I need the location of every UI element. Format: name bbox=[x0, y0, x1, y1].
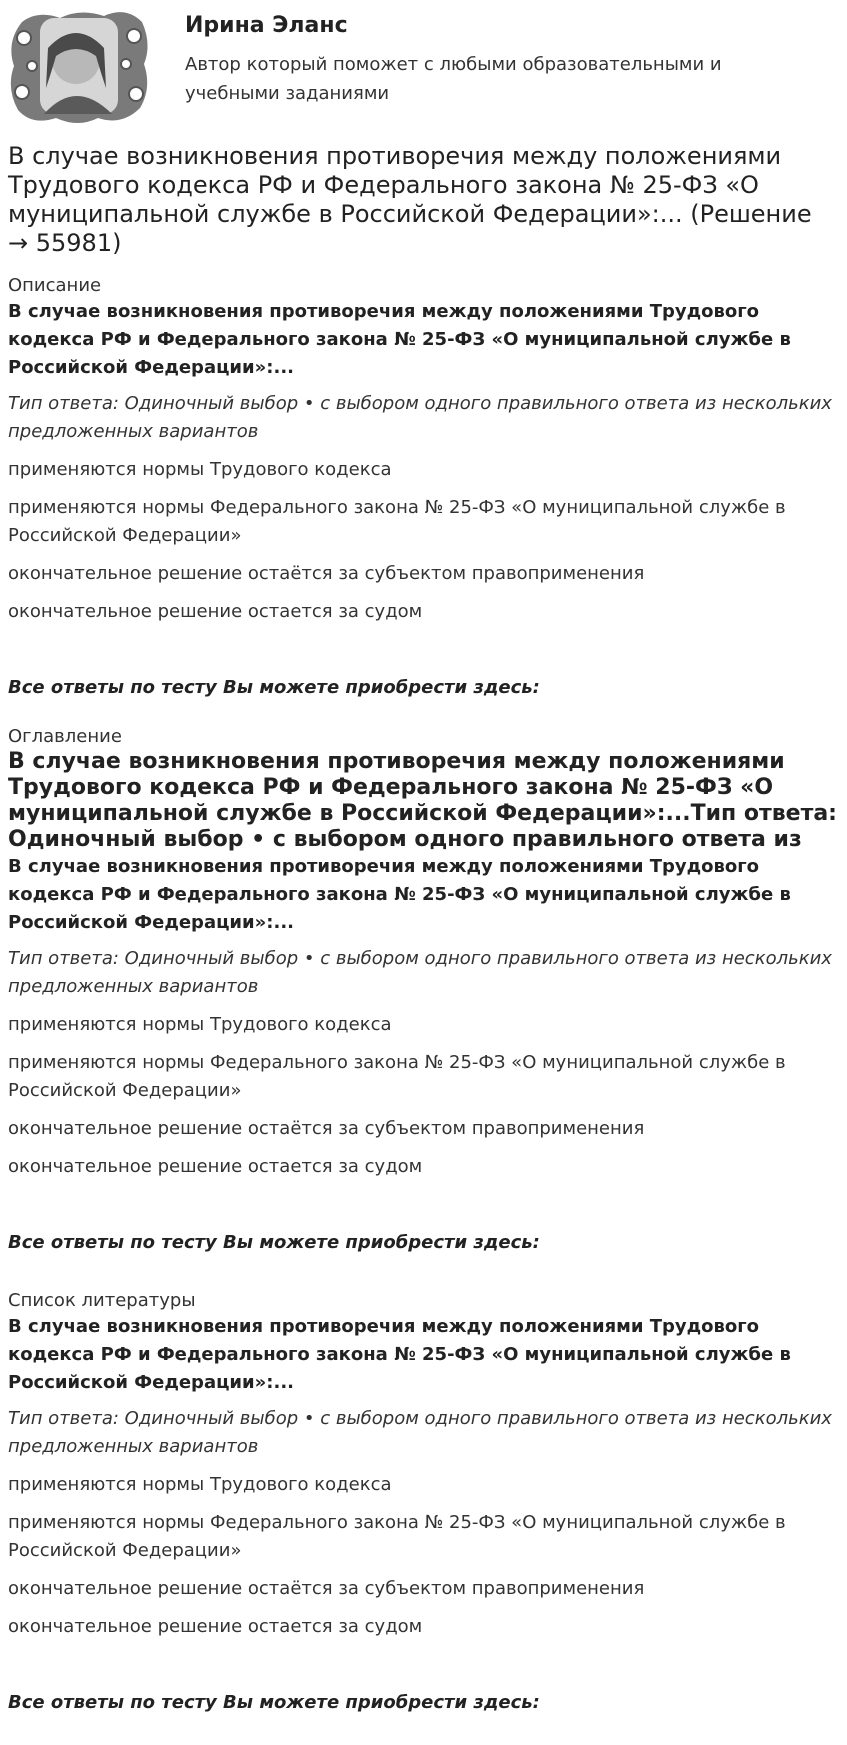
buy-answers-link[interactable]: Все ответы по тесту Вы можете приобрести здесь: bbox=[8, 1692, 540, 1713]
answer-option: применяются нормы Трудового кодекса bbox=[8, 1014, 392, 1035]
question-text: В случае возникновения противоречия между положениями Трудового кодекса РФ и Федерального закона № 25-ФЗ «О муниципальной службе в Российской Федерации»:... bbox=[8, 301, 791, 378]
section-label: Оглавление bbox=[8, 726, 122, 747]
answer-option: применяются нормы Трудового кодекса bbox=[8, 1474, 392, 1495]
author-description: Автор который поможет с любыми образовательными и учебными заданиями bbox=[185, 54, 722, 104]
answer-option: применяются нормы Федерального закона № 25-ФЗ «О муниципальной службе в Российской Федерации» bbox=[8, 1512, 786, 1561]
answer-option: окончательное решение остаётся за субъектом правоприменения bbox=[8, 563, 645, 584]
answer-type: Тип ответа: Одиночный выбор • с выбором одного правильного ответа из нескольких предложенных вариантов bbox=[8, 393, 832, 442]
answer-option: окончательное решение остается за судом bbox=[8, 601, 423, 622]
answer-type: Тип ответа: Одиночный выбор • с выбором одного правильного ответа из нескольких предложенных вариантов bbox=[8, 948, 832, 997]
answer-option: применяются нормы Федерального закона № 25-ФЗ «О муниципальной службе в Российской Федерации» bbox=[8, 1052, 786, 1101]
answer-option: окончательное решение остается за судом bbox=[8, 1616, 423, 1637]
author-card bbox=[8, 8, 838, 128]
answer-option: окончательное решение остаётся за субъектом правоприменения bbox=[8, 1578, 645, 1599]
question-text: В случае возникновения противоречия между положениями Трудового кодекса РФ и Федерального закона № 25-ФЗ «О муниципальной службе в Российской Федерации»:... bbox=[8, 1316, 791, 1393]
answer-option: применяются нормы Федерального закона № 25-ФЗ «О муниципальной службе в Российской Федерации» bbox=[8, 497, 786, 546]
literature-section bbox=[8, 1289, 838, 1715]
answer-option: окончательное решение остается за судом bbox=[8, 1156, 423, 1177]
buy-answers-link[interactable]: Все ответы по тесту Вы можете приобрести здесь: bbox=[8, 677, 540, 698]
author-avatar[interactable] bbox=[8, 8, 150, 126]
answer-option: окончательное решение остаётся за субъектом правоприменения bbox=[8, 1118, 645, 1139]
buy-answers-link[interactable]: Все ответы по тесту Вы можете приобрести здесь: bbox=[8, 1232, 540, 1253]
section-label: Список литературы bbox=[8, 1290, 196, 1311]
question-text: В случае возникновения противоречия между положениями Трудового кодекса РФ и Федерального закона № 25-ФЗ «О муниципальной службе в Российской Федерации»:... bbox=[8, 856, 791, 933]
contents-section bbox=[8, 725, 838, 1255]
answer-type: Тип ответа: Одиночный выбор • с выбором одного правильного ответа из нескольких предложенных вариантов bbox=[8, 1408, 832, 1457]
contents-heading: В случае возникновения противоречия между положениями Трудового кодекса РФ и Федерального закона № 25-ФЗ «О муниципальной службе в Российской Федерации»:...Тип ответа: Одиночный выбор • с выбором одного правильного ответа из bbox=[8, 749, 837, 852]
author-name[interactable]: Ирина Эланс bbox=[185, 13, 348, 38]
page-title: В случае возникновения противоречия между положениями Трудового кодекса РФ и Федерального закона № 25-ФЗ «О муниципальной службе в Российской Федерации»:... (Решение → 55981) bbox=[8, 142, 812, 257]
description-section bbox=[8, 274, 838, 700]
answer-option: применяются нормы Трудового кодекса bbox=[8, 459, 392, 480]
section-label: Описание bbox=[8, 275, 102, 296]
